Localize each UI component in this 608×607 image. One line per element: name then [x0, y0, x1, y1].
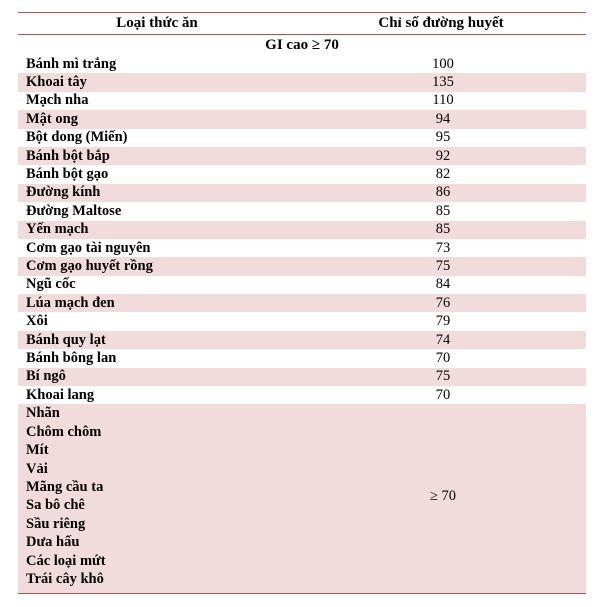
- fruit-item: Chôm chôm: [26, 423, 102, 440]
- gi-value: 86: [435, 184, 451, 201]
- fruit-item: Sầu riêng: [26, 515, 86, 532]
- table-row: [18, 386, 586, 404]
- gi-value: 84: [435, 276, 451, 293]
- food-name: Xôi: [26, 313, 48, 330]
- gi-value: 95: [435, 129, 451, 146]
- gi-value: 82: [435, 166, 451, 183]
- fruit-item: Mãng cầu ta: [26, 478, 104, 495]
- gi-value: 94: [435, 110, 451, 127]
- fruit-group-value: ≥ 70: [429, 487, 457, 504]
- table-row: [18, 257, 586, 275]
- table-row: [18, 184, 586, 202]
- food-name: Mật ong: [26, 110, 78, 127]
- table-row: [18, 276, 586, 294]
- fruit-item: Sa bô chê: [26, 497, 85, 514]
- header-food: Loại thức ăn: [116, 15, 198, 31]
- fruit-item: Trái cây khô: [26, 570, 104, 587]
- gi-value: 92: [435, 147, 451, 164]
- fruit-item: Vải: [26, 460, 48, 477]
- food-name: Khoai tây: [26, 74, 87, 91]
- food-name: Bánh quy lạt: [26, 331, 106, 348]
- food-name: Bí ngô: [26, 368, 66, 385]
- food-name: Lúa mạch đen: [26, 294, 115, 311]
- food-name: Khoai lang: [26, 386, 95, 403]
- food-name: Bánh bột bắp: [26, 147, 110, 164]
- gi-value: 79: [435, 313, 451, 330]
- header-gi: Chỉ số đường huyết: [378, 15, 504, 31]
- food-name: Đường kính: [26, 184, 101, 201]
- gi-value: 70: [435, 386, 451, 403]
- table-row: [18, 129, 586, 147]
- table-row: [18, 110, 586, 128]
- table-row: [18, 294, 586, 312]
- gi-value: 85: [435, 221, 451, 238]
- gi-value: 135: [432, 74, 454, 91]
- table-row: [18, 202, 586, 220]
- food-name: Cơm gạo huyết rồng: [26, 257, 153, 274]
- table-body: [18, 55, 586, 404]
- section-title: GI cao ≥ 70: [265, 36, 339, 53]
- table-row: [18, 92, 586, 110]
- fruit-item: Mít: [26, 442, 49, 459]
- table-row: [18, 349, 586, 367]
- gi-value: 75: [435, 368, 451, 385]
- table-row: [18, 312, 586, 330]
- food-name: Cơm gạo tài nguyên: [26, 239, 151, 256]
- gi-value: 75: [435, 257, 451, 274]
- fruit-names: [18, 404, 348, 588]
- table-row: [18, 55, 586, 73]
- food-name: Bánh bột gạo: [26, 166, 109, 183]
- gi-value: 110: [432, 92, 454, 109]
- table-row: [18, 331, 586, 349]
- fruit-item: Nhãn: [26, 405, 60, 422]
- table-row: [18, 368, 586, 386]
- fruit-item: Các loại mứt: [26, 552, 106, 569]
- food-name: Yến mạch: [26, 221, 89, 238]
- gi-value: 100: [432, 55, 454, 72]
- gi-value: 73: [435, 239, 451, 256]
- bottom-border: [18, 593, 586, 594]
- food-name: Mạch nha: [26, 92, 89, 109]
- fruit-item: Dưa hấu: [26, 534, 80, 551]
- table-row: [18, 165, 586, 183]
- gi-value: 85: [435, 202, 451, 219]
- gi-value: 76: [435, 294, 451, 311]
- food-name: Đường Maltose: [26, 202, 122, 219]
- gi-value: 70: [435, 349, 451, 366]
- gi-table: [18, 12, 586, 594]
- table-header: [18, 13, 586, 34]
- food-name: Bánh mì trắng: [26, 55, 117, 72]
- table-row: [18, 147, 586, 165]
- gi-value: 74: [435, 331, 451, 348]
- table-row: [18, 73, 586, 91]
- fruit-group: [18, 404, 586, 588]
- food-name: Bánh bông lan: [26, 349, 117, 366]
- food-name: Ngũ cốc: [26, 276, 76, 293]
- food-name: Bột dong (Miến): [26, 129, 128, 146]
- table-row: [18, 239, 586, 257]
- table-row: [18, 221, 586, 239]
